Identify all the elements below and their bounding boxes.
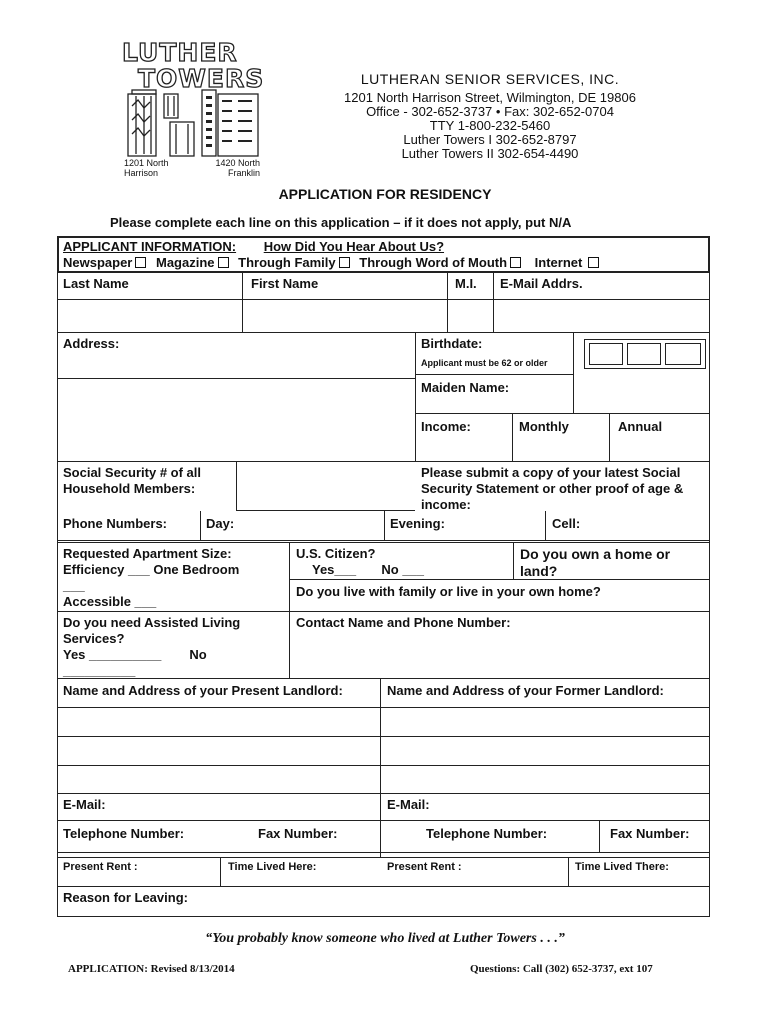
former-telephone-label: Telephone Number: [426,826,548,841]
citizen-label: U.S. Citizen? Yes___ No ___ [296,546,425,577]
live-with-label: Do you live with family or live in your own home? [296,584,601,599]
birth-note: Applicant must be 62 or older [421,358,548,368]
birthdate-label: Birthdate: [421,336,483,351]
org-tower-1: Luther Towers I 302-652-8797 [403,132,577,147]
email-addr-field[interactable] [494,300,709,332]
org-tty: TTY 1-800-232-5460 [429,118,551,133]
own-home-label: Do you own a home or land? [520,546,671,579]
birth-day-box[interactable] [627,343,661,365]
present-landlord-label: Name and Address of your Present Landlord: [63,683,343,698]
present-rent-label: Present Rent : [63,861,138,873]
logo-caption-right: 1420 North Franklin [215,158,260,178]
ssn-field[interactable] [237,462,415,510]
birth-month-box[interactable] [589,343,623,365]
logo-line-2: TOWERS [138,64,265,93]
reason-leaving-label: Reason for Leaving: [63,890,188,905]
email-addr-label: E-Mail Addrs. [500,276,583,291]
instructions: Please complete each line on this application – if it does not apply, put N/A [110,215,572,230]
footer-quote: “You probably know someone who lived at Luther Towers . . .” [205,931,565,946]
questions-note: Questions: Call (302) 652-3737, ext 107 [470,963,653,975]
former-landlord-label: Name and Address of your Former Landlord: [387,683,664,698]
newspaper-checkbox[interactable] [135,257,146,268]
family-checkbox[interactable] [339,257,350,268]
org-office: Office - 302-652-3737 • Fax: 302-652-0704 [366,104,614,119]
word-of-mouth-checkbox[interactable] [510,257,521,268]
former-fax-label: Fax Number: [610,826,690,841]
maiden-name-label: Maiden Name: [421,380,510,395]
annual-label: Annual [618,419,663,434]
mi-field[interactable] [448,300,493,332]
first-name-label: First Name [251,276,319,291]
day-phone-label: Day: [206,516,235,531]
evening-phone-label: Evening: [390,516,445,531]
address-label: Address: [63,336,120,351]
first-name-field[interactable] [243,300,447,332]
present-telephone-label: Telephone Number: [63,826,185,841]
former-rent-label: Present Rent : [387,861,462,873]
contact-label: Contact Name and Phone Number: [296,615,511,630]
phone-numbers-label: Phone Numbers: [63,516,168,531]
magazine-checkbox[interactable] [218,257,229,268]
time-there-label: Time Lived There: [575,861,669,873]
applicant-heading: APPLICANT INFORMATION: How Did You Hear About Us? [63,239,445,254]
cell-phone-label: Cell: [552,516,581,531]
org-address: 1201 North Harrison Street, Wilmington, DE 19806 [344,90,636,105]
org-tower-2: Luther Towers II 302-654-4490 [401,146,579,161]
towers-drawing-icon [118,86,266,160]
last-name-field[interactable] [58,300,242,332]
org-header [320,72,660,161]
mi-label: M.I. [455,276,477,291]
assisted-living-label: Do you need Assisted Living Services? Yes __________ No __________ [63,615,241,678]
hear-about-label: How Did You Hear About Us? [263,239,445,254]
present-fax-label: Fax Number: [258,826,338,841]
income-label: Income: [421,419,471,434]
birthdate-boxes [584,339,706,369]
birth-year-box[interactable] [665,343,701,365]
hear-about-options: Newspaper Magazine Through Family Through Word of Mouth Internet [63,255,601,271]
submit-note: Please submit a copy of your latest Social Security Statement or other proof of age & income: [421,465,684,512]
logo-line-1: LUTHER [122,38,238,67]
revision-note: APPLICATION: Revised 8/13/2014 [68,963,235,975]
org-name: LUTHERAN SENIOR SERVICES, INC. [360,71,620,87]
logo-caption-left: 1201 North Harrison [124,158,169,178]
last-name-label: Last Name [63,276,129,291]
ssn-label: Social Security # of all Household Members: [63,465,201,496]
former-email-label: E-Mail: [387,797,430,812]
monthly-label: Monthly [519,419,569,434]
time-here-label: Time Lived Here: [228,861,317,873]
apartment-size-label: Requested Apartment Size: Efficiency ___ One Bedroom ___ Accessible ___ [63,546,240,609]
internet-checkbox[interactable] [588,257,599,268]
present-email-label: E-Mail: [63,797,106,812]
page-title: APPLICATION FOR RESIDENCY [278,186,492,202]
